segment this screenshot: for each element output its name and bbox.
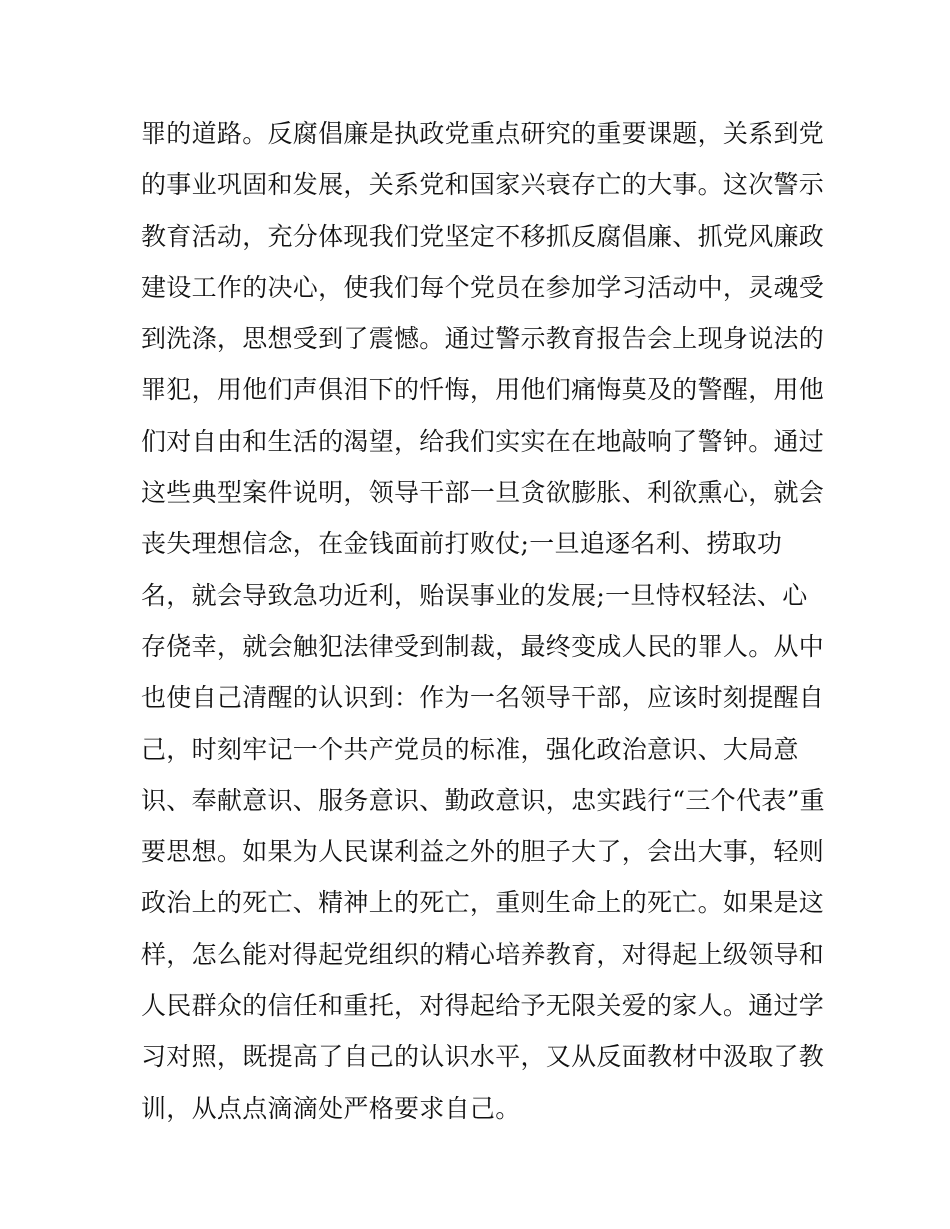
text-line-12: 也使自己清醒的认识到：作为一名领导干部，应该时刻提醒自 [141,683,825,713]
text-line-18: 人民群众的信任和重托，对得起给予无限关爱的家人。通过学 [141,991,825,1021]
text-line-20: 训，从点点滴滴处严格要求自己。 [141,1093,521,1123]
text-line-8: 这些典型案件说明，领导干部一旦贪欲膨胀、利欲熏心，就会 [141,478,825,508]
text-line-2: 的事业巩固和发展，关系党和国家兴衰存亡的大事。这次警示 [141,170,825,200]
text-line-4: 建设工作的决心，使我们每个党员在参加学习活动中，灵魂受 [141,272,825,302]
text-line-6: 罪犯，用他们声俱泪下的忏悔，用他们痛悔莫及的警醒，用他 [141,375,825,405]
body-paragraph [141,108,841,1134]
text-line-16: 政治上的死亡、精神上的死亡，重则生命上的死亡。如果是这 [141,888,825,918]
text-line-15: 要思想。如果为人民谋利益之外的胆子大了，会出大事，轻则 [141,837,825,867]
text-line-10: 名，就会导致急功近利，贻误事业的发展;一旦恃权轻法、心 [141,580,808,610]
text-line-9: 丧失理想信念，在金钱面前打败仗;一旦追逐名利、捞取功 [141,529,783,559]
text-line-11: 存侥幸，就会触犯法律受到制裁，最终变成人民的罪人。从中 [141,631,825,661]
text-line-7: 们对自由和生活的渴望，给我们实实在在地敲响了警钟。通过 [141,426,825,456]
text-line-19: 习对照，既提高了自己的认识水平，又从反面教材中汲取了教 [141,1042,825,1072]
text-line-3: 教育活动，充分体现我们党坚定不移抓反腐倡廉、抓党风廉政 [141,221,825,251]
text-line-14: 识、奉献意识、服务意识、勤政意识，忠实践行“三个代表”重 [141,785,825,815]
text-line-1: 罪的道路。反腐倡廉是执政党重点研究的重要课题，关系到党 [141,119,825,148]
text-line-5: 到洗涤，思想受到了震憾。通过警示教育报告会上现身说法的 [141,324,825,354]
text-line-13: 己，时刻牢记一个共产党员的标准，强化政治意识、大局意 [141,734,799,764]
text-line-17: 样，怎么能对得起党组织的精心培养教育，对得起上级领导和 [141,939,825,969]
